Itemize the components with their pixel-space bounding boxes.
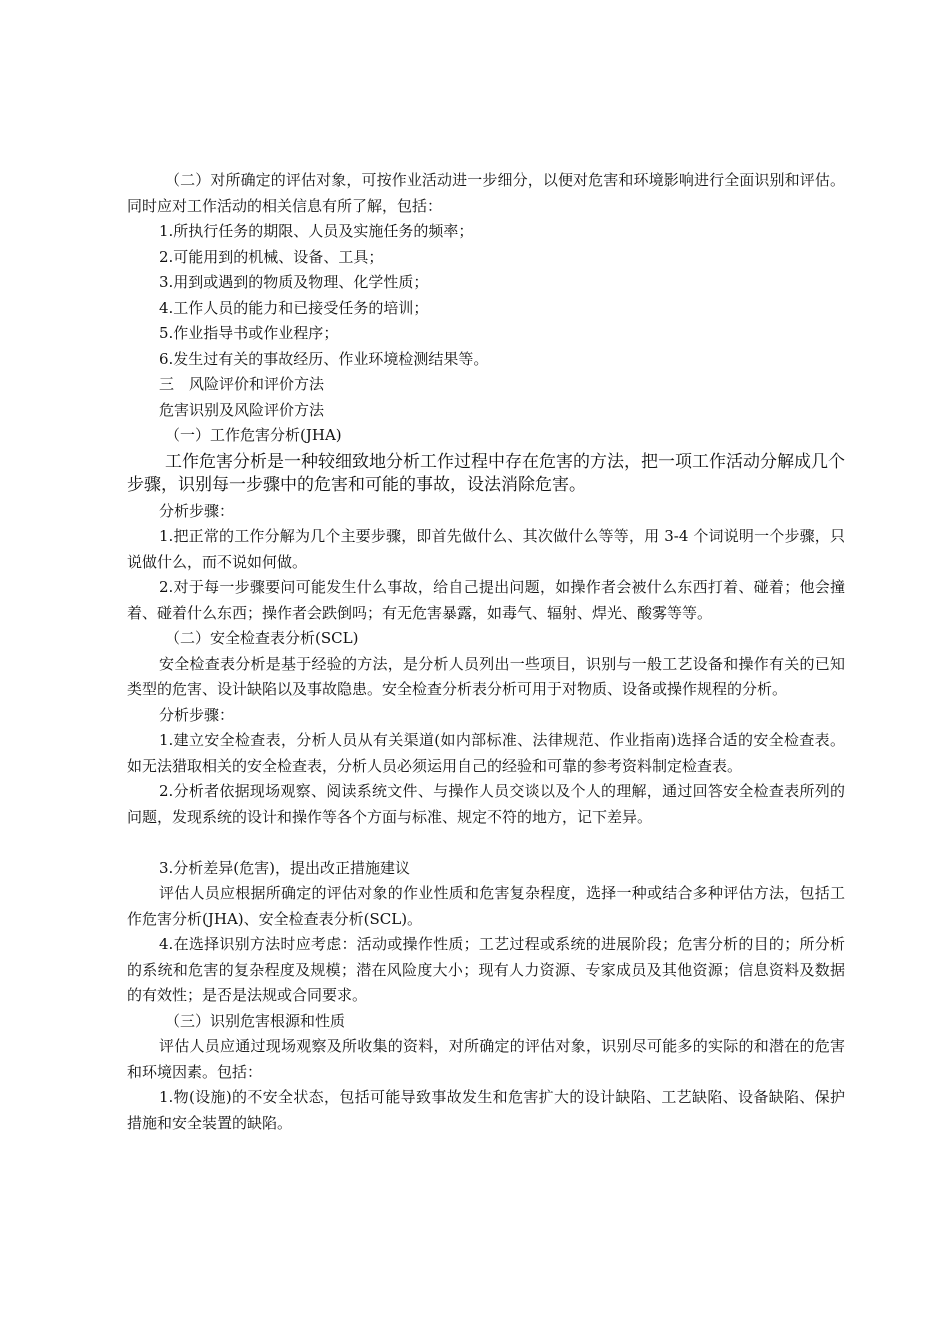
subheading-scl: （二）安全检查表分析(SCL) [165,629,359,647]
paragraph-jha-definition: 工作危害分析是一种较细致地分析工作过程中存在危害的方法，把一项工作活动分解成几个步骤，识别每一步骤中的危害和可能的事故，设法消除危害。 [127,451,845,495]
paragraph-scl-definition: 安全检查表分析是基于经验的方法，是分析人员列出一些项目，识别与一般工艺设备和操作有关的已知类型的危害、设计缺陷以及事故隐患。安全检查分析表分析可用于对物质、设备或操作规程的分析。 [127,654,845,698]
blank-line [127,830,845,856]
list-item-machinery: 2.可能用到的机械、设备、工具； [159,247,384,266]
list-item-selection-considerations: 4.在选择识别方法时应考虑：活动或操作性质；工艺过程或系统的进展阶段；危害分析的目的；所分析的系统和危害的复杂程度及规模；潜在风险度大小；现有人力资源、专家成员及其他资源；信息资料及数据的有效性；是否是法规或合同要求。 [127,935,845,1004]
list-item-jha-step-2: 2.对于每一步骤要问可能发生什么事故，给自己提出问题，如操作者会被什么东西打着、碰着；他会撞着、碰着什么东西；操作者会跌倒吗；有无危害暴露，如毒气、辐射、焊光、酸雾等等。 [127,578,845,622]
document-page [127,168,845,1136]
subheading-hazard-identification: 危害识别及风险评价方法 [159,400,325,419]
section-heading-risk-evaluation: 三 风险评价和评价方法 [159,375,325,393]
list-item-instructions: 5.作业指导书或作业程序； [159,324,339,342]
list-item-training: 4.工作人员的能力和已接受任务的培训； [159,298,429,317]
paragraph-evaluation-subdivision: （二）对所确定的评估对象，可按作业活动进一步细分，以便对危害和环境影响进行全面识别和评估。同时应对工作活动的相关信息有所了解，包括： [127,171,845,215]
subheading-hazard-sources: （三）识别危害根源和性质 [165,1011,346,1030]
list-item-scl-step-3: 3.分析差异(危害)，提出改正措施建议 [159,858,411,877]
list-item-scl-step-2: 2.分析者依据现场观察、阅读系统文件、与操作人员交谈以及个人的理解，通过回答安全检查表所列的问题，发现系统的设计和操作等各个方面与标准、规定不符的地方，记下差异。 [127,782,845,826]
label-analysis-steps-jha: 分析步骤： [159,501,235,520]
list-item-jha-step-1: 1.把正常的工作分解为几个主要步骤，即首先做什么、其次做什么等等，用 3-4 个词说明一个步骤，只说做什么，而不说如何做。 [127,527,845,571]
subheading-jha: （一）工作危害分析(JHA) [165,426,342,444]
list-item-scl-step-1: 1.建立安全检查表，分析人员从有关渠道(如内部标准、法律规范、作业指南)选择合适的安全检查表。如无法猎取相关的安全检查表，分析人员必须运用自己的经验和可靠的参考资料制定检查表。 [127,731,845,775]
list-item-task-period: 1.所执行任务的期限、人员及实施任务的频率； [159,222,474,240]
label-analysis-steps-scl: 分析步骤： [159,705,235,724]
list-item-substances: 3.用到或遇到的物质及物理、化学性质； [159,273,429,291]
list-item-accident-history: 6.发生过有关的事故经历、作业环境检测结果等。 [159,349,489,368]
paragraph-method-selection: 评估人员应根据所确定的评估对象的作业性质和危害复杂程度，选择一种或结合多种评估方法，包括工作危害分析(JHA)、安全检查表分析(SCL)。 [127,884,845,928]
list-item-unsafe-state: 1.物(设施)的不安全状态，包括可能导致事故发生和危害扩大的设计缺陷、工艺缺陷、设备缺陷、保护措施和安全装置的缺陷。 [127,1088,845,1132]
paragraph-hazard-identification: 评估人员应通过现场观察及所收集的资料，对所确定的评估对象，识别尽可能多的实际的和潜在的危害和环境因素。包括： [127,1037,845,1081]
